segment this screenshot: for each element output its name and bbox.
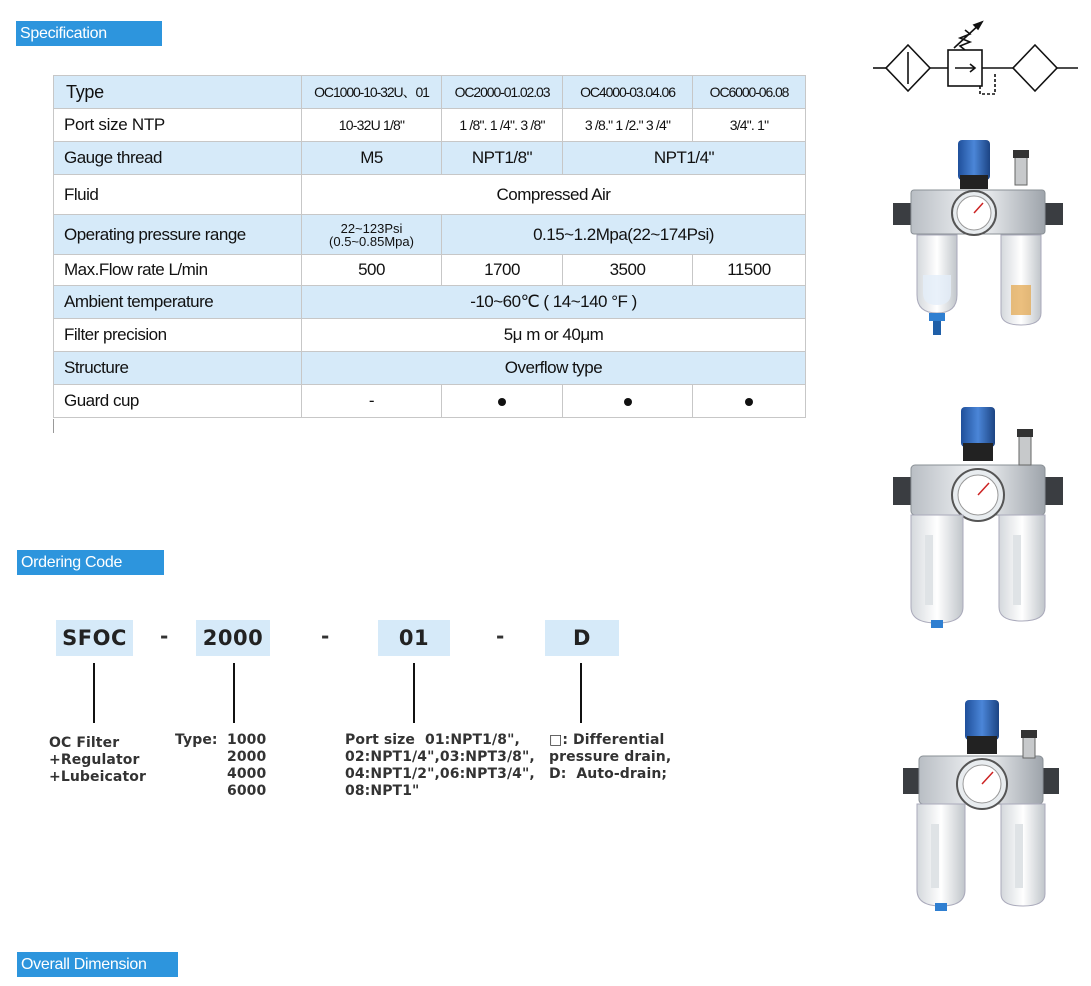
- bullet-icon: [745, 398, 753, 406]
- connector-line: [413, 663, 415, 723]
- cell-gauge-c2: NPT1/8": [442, 142, 563, 175]
- table-row-guard-cup: [54, 385, 806, 418]
- code-type-box: 2000: [196, 620, 270, 656]
- cell-ambient-label: Ambient temperature: [54, 286, 302, 319]
- cell-fluid-label: Fluid: [54, 175, 302, 215]
- cell-gauge-c1: M5: [302, 142, 442, 175]
- desc-type-label: Type:: [175, 732, 218, 748]
- cell-type-c1: OC1000-10-32U、01: [302, 76, 442, 109]
- frl-symbol-icon: [870, 15, 1080, 100]
- section-tag-specification: Specification: [16, 21, 162, 46]
- cell-pressure-c1: [302, 215, 442, 255]
- cell-flow-label: Max.Flow rate L/min: [54, 255, 302, 286]
- code-port-box: 01: [378, 620, 450, 656]
- cell-port-c4: 3/4". 1": [693, 109, 806, 142]
- desc-port: Port size 01:NPT1/8", 02:NPT1/4",03:NPT3/8", 04:NPT1/2",06:NPT3/4", 08:NPT1": [345, 732, 535, 799]
- cell-type-c4: OC6000-06.08: [693, 76, 806, 109]
- cell-structure-label: Structure: [54, 352, 302, 385]
- cell-type-label: Type: [54, 76, 302, 109]
- bullet-icon: [498, 398, 506, 406]
- cell-port-label: Port size NTP: [54, 109, 302, 142]
- cell-flow-c3: 3500: [563, 255, 693, 286]
- desc-type-values: 1000 2000 4000 6000: [227, 732, 267, 799]
- cell-flow-c2: 1700: [442, 255, 563, 286]
- cell-ambient-value: -10~60℃ ( 14~140 °F ): [302, 286, 806, 319]
- cell-structure-value: Overflow type: [302, 352, 806, 385]
- cell-filter-value: 5μ m or 40μm: [302, 319, 806, 352]
- connector-line: [93, 663, 95, 723]
- code-separator: -: [321, 624, 330, 648]
- code-separator: -: [160, 624, 169, 648]
- pressure-c1-line1: 22~123Psi: [340, 220, 403, 236]
- cell-filter-label: Filter precision: [54, 319, 302, 352]
- desc-series: OC Filter +Regulator +Lubeicator: [49, 735, 146, 785]
- table-row-filter: [54, 319, 806, 352]
- bullet-icon: [624, 398, 632, 406]
- cell-port-c2: 1 /8". 1 /4". 3 /8": [442, 109, 563, 142]
- table-row-pressure: [54, 215, 806, 255]
- code-drain-box: D: [545, 620, 619, 656]
- desc-drain: □: Differential pressure drain, D: Auto-drain;: [549, 732, 672, 782]
- table-row-port-size: [54, 109, 806, 142]
- cell-flow-c1: 500: [302, 255, 442, 286]
- cell-port-c1: 10-32U 1/8": [302, 109, 442, 142]
- pressure-c1-line2: (0.5~0.85Mpa): [329, 233, 414, 249]
- product-photo-large: [893, 405, 1063, 630]
- table-row-flow: [54, 255, 806, 286]
- code-series-box: SFOC: [56, 620, 133, 656]
- code-separator: -: [496, 624, 505, 648]
- cell-pressure-label: Operating pressure range: [54, 215, 302, 255]
- table-row-type: [54, 76, 806, 109]
- connector-line: [233, 663, 235, 723]
- cell-type-c3: OC4000-03.04.06: [563, 76, 693, 109]
- cell-gauge-c3: NPT1/4": [563, 142, 806, 175]
- cell-fluid-value: Compressed Air: [302, 175, 806, 215]
- product-photo-compact: [893, 135, 1063, 345]
- cell-gauge-label: Gauge thread: [54, 142, 302, 175]
- specification-table: [53, 75, 806, 418]
- connector-line: [580, 663, 582, 723]
- section-tag-ordering-code: Ordering Code: [17, 550, 164, 575]
- cell-type-c2: OC2000-01.02.03: [442, 76, 563, 109]
- cell-port-c3: 3 /8." 1 /2." 3 /4": [563, 109, 693, 142]
- table-row-fluid: [54, 175, 806, 215]
- cell-guard-c3: [563, 385, 693, 418]
- cell-guard-c1: -: [302, 385, 442, 418]
- table-row-gauge-thread: [54, 142, 806, 175]
- section-tag-overall-dimension: Overall Dimension: [17, 952, 178, 977]
- product-photo-large-alt: [893, 698, 1063, 913]
- cell-flow-c4: 11500: [693, 255, 806, 286]
- cell-guard-label: Guard cup: [54, 385, 302, 418]
- table-row-structure: [54, 352, 806, 385]
- cell-pressure-c2: 0.15~1.2Mpa(22~174Psi): [442, 215, 806, 255]
- table-row-ambient: [54, 286, 806, 319]
- cell-guard-c2: [442, 385, 563, 418]
- table-divider: [53, 419, 54, 433]
- cell-guard-c4: [693, 385, 806, 418]
